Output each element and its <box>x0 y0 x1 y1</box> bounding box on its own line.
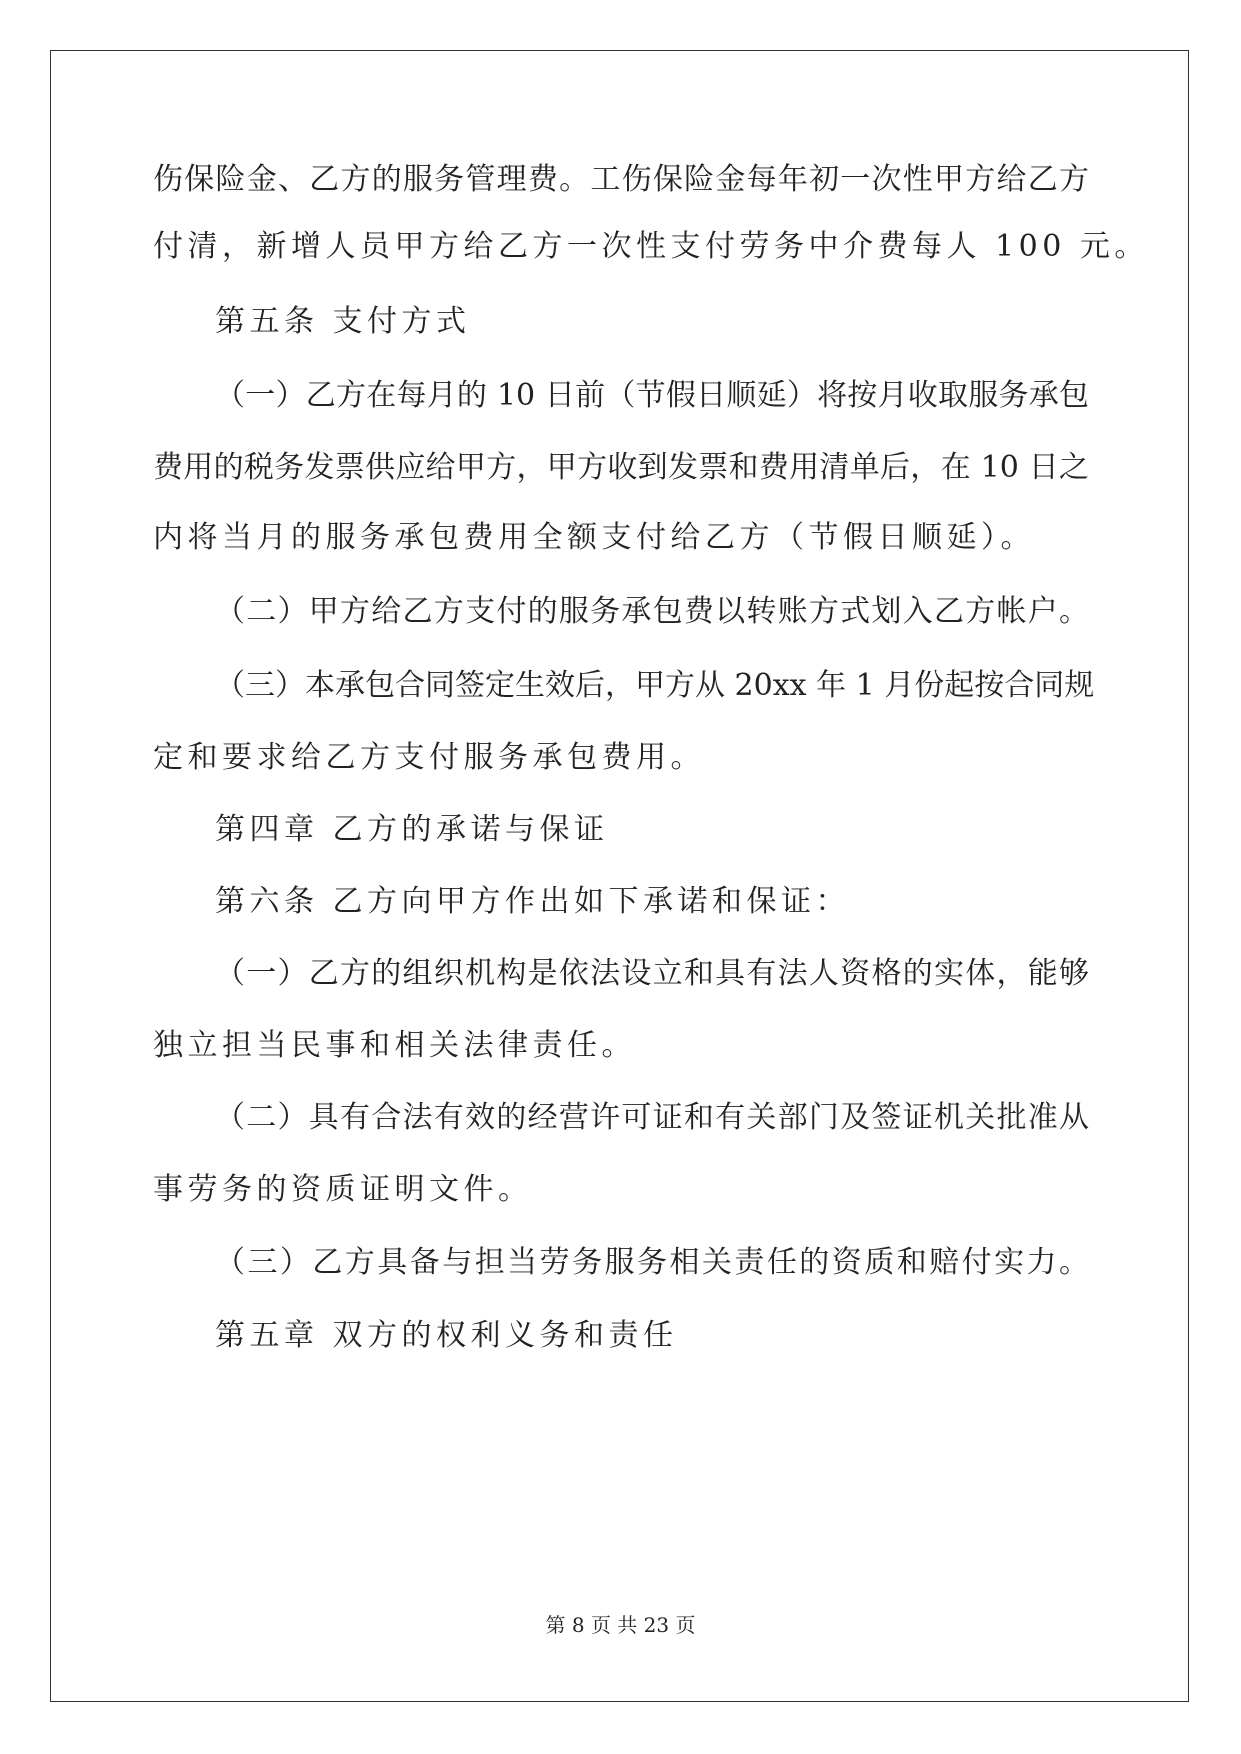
paragraph-line: （三）乙方具备与担当劳务服务相关责任的资质和赔付实力。 <box>215 1245 1089 1280</box>
page-border <box>50 50 1189 1702</box>
paragraph-line: 内将当月的服务承包费用全额支付给乙方（节假日顺延）。 <box>153 520 1035 555</box>
paragraph-line: 事劳务的资质证明文件。 <box>153 1172 533 1207</box>
paragraph-line: 伤保险金、乙方的服务管理费。工伤保险金每年初一次性甲方给乙方 <box>153 162 1089 197</box>
paragraph-line: （二）甲方给乙方支付的服务承包费以转账方式划入乙方帐户。 <box>215 594 1089 629</box>
paragraph-line: 付清，新增人员甲方给乙方一次性支付劳务中介费每人 100 元。 <box>153 229 1149 264</box>
page-number: 第 8 页 共 23 页 <box>545 1613 696 1637</box>
paragraph-line: （一）乙方在每月的 10 日前（节假日顺延）将按月收取服务承包 <box>215 378 1089 413</box>
section-heading: 第五条 支付方式 <box>215 304 471 339</box>
paragraph-line: （一）乙方的组织机构是依法设立和具有法人资格的实体，能够 <box>215 956 1089 991</box>
paragraph-line: 费用的税务发票供应给甲方，甲方收到发票和费用清单后，在 10 日之 <box>153 450 1089 485</box>
paragraph-line: （三）本承包合同签定生效后，甲方从 20xx 年 1 月份起按合同规 <box>215 668 1095 703</box>
chapter-heading: 第五章 双方的权利义务和责任 <box>215 1318 678 1353</box>
section-heading: 第六条 乙方向甲方作出如下承诺和保证： <box>215 884 851 919</box>
paragraph-line: 独立担当民事和相关法律责任。 <box>153 1028 636 1063</box>
chapter-heading: 第四章 乙方的承诺与保证 <box>215 812 609 847</box>
paragraph-line: （二）具有合法有效的经营许可证和有关部门及签证机关批准从 <box>215 1100 1089 1135</box>
paragraph-line: 定和要求给乙方支付服务承包费用。 <box>153 740 705 775</box>
